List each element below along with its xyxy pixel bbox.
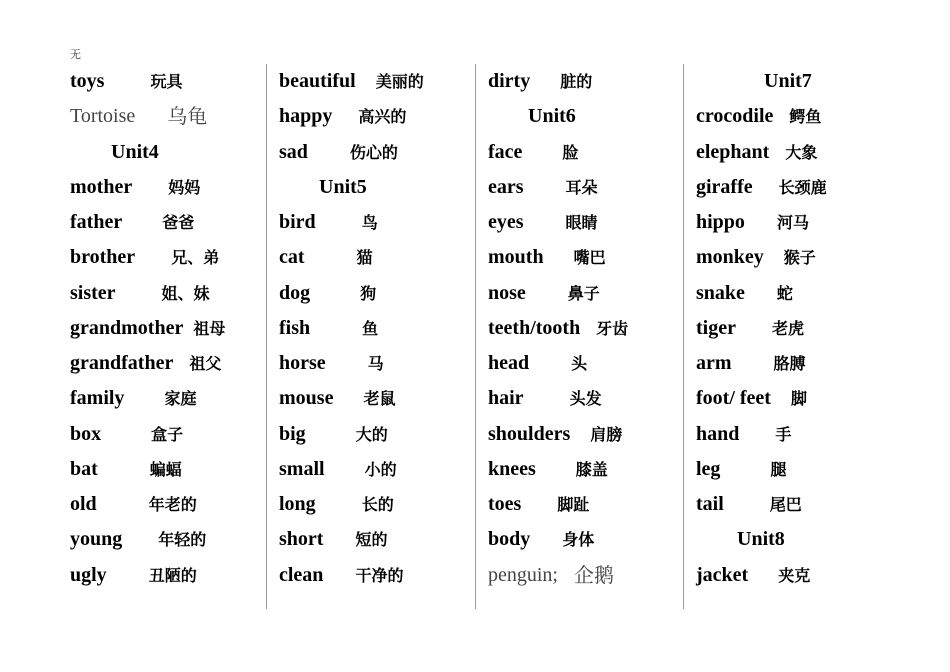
vocab-entry bbox=[70, 452, 225, 487]
chinese-translation: 牙齿 bbox=[596, 318, 629, 338]
chinese-translation: 爸爸 bbox=[162, 213, 195, 232]
vocab-entry bbox=[279, 346, 424, 381]
english-word: horse bbox=[279, 352, 326, 374]
chinese-translation: 脸 bbox=[562, 142, 579, 162]
english-word: sad bbox=[279, 140, 308, 163]
vocab-entry bbox=[279, 205, 424, 240]
english-word: shoulders bbox=[488, 422, 571, 445]
unit-heading-text: Unit5 bbox=[319, 175, 367, 198]
vocab-column-3 bbox=[488, 64, 628, 593]
vocab-entry bbox=[279, 64, 424, 99]
english-word: ugly bbox=[70, 563, 107, 586]
english-word: penguin; bbox=[488, 563, 558, 586]
english-word: snake bbox=[696, 281, 745, 304]
vocab-entry bbox=[488, 170, 628, 205]
unit-heading bbox=[696, 64, 827, 99]
chinese-translation: 美丽的 bbox=[375, 72, 424, 91]
chinese-translation: 小的 bbox=[364, 459, 397, 479]
chinese-translation: 姐、妹 bbox=[161, 283, 210, 303]
english-word: dog bbox=[279, 281, 311, 304]
english-word: leg bbox=[696, 457, 721, 480]
english-word: foot/ feet bbox=[696, 387, 771, 410]
vocab-column-2 bbox=[279, 64, 424, 593]
english-word: knees bbox=[488, 457, 536, 480]
english-word: father bbox=[70, 211, 123, 233]
vocab-entry bbox=[696, 381, 827, 416]
english-word: big bbox=[279, 422, 306, 445]
english-word: jacket bbox=[696, 563, 749, 586]
vocab-entry bbox=[488, 311, 628, 346]
vocab-entry bbox=[279, 487, 424, 522]
vocab-entry bbox=[279, 452, 424, 487]
english-word: elephant bbox=[696, 140, 770, 163]
vocab-entry bbox=[488, 452, 628, 487]
vocab-entry bbox=[70, 64, 225, 99]
english-word: cat bbox=[279, 246, 305, 269]
vocab-entry bbox=[279, 311, 424, 346]
chinese-translation: 脚趾 bbox=[557, 495, 590, 514]
vocab-entry bbox=[279, 417, 424, 452]
chinese-translation: 大的 bbox=[355, 424, 388, 444]
vocab-column-1 bbox=[70, 64, 225, 593]
unit-heading bbox=[279, 170, 424, 205]
chinese-translation: 马 bbox=[367, 354, 384, 373]
chinese-translation: 短的 bbox=[355, 530, 388, 550]
chinese-translation: 盒子 bbox=[151, 424, 184, 444]
english-word: box bbox=[70, 422, 102, 445]
vocab-entry bbox=[279, 276, 424, 311]
vocab-entry bbox=[70, 381, 225, 416]
vocab-entry bbox=[488, 417, 628, 452]
chinese-translation: 蝙蝠 bbox=[149, 459, 182, 479]
vocab-entry bbox=[70, 240, 225, 275]
vocab-entry bbox=[70, 417, 225, 452]
vocab-entry bbox=[70, 311, 225, 346]
unit-heading bbox=[70, 135, 225, 170]
english-word: fish bbox=[279, 316, 311, 339]
vocab-entry bbox=[70, 346, 225, 381]
chinese-translation: 猫 bbox=[356, 248, 373, 268]
chinese-translation: 嘴巴 bbox=[573, 248, 606, 268]
chinese-translation: 鸟 bbox=[361, 213, 378, 232]
vocab-entry bbox=[696, 276, 827, 311]
english-word: monkey bbox=[696, 246, 764, 269]
chinese-translation: 腿 bbox=[770, 459, 787, 479]
chinese-translation: 祖母 bbox=[193, 318, 226, 338]
chinese-translation: 狗 bbox=[360, 283, 377, 303]
english-word: ears bbox=[488, 175, 524, 198]
unit-heading-text: Unit6 bbox=[528, 105, 576, 128]
english-word: body bbox=[488, 528, 531, 551]
vocab-entry bbox=[488, 240, 628, 275]
vocab-entry bbox=[696, 205, 827, 240]
english-word: family bbox=[70, 387, 125, 410]
vocab-entry bbox=[696, 170, 827, 205]
vocab-entry bbox=[279, 240, 424, 275]
chinese-translation: 大象 bbox=[785, 142, 818, 162]
chinese-translation: 鳄鱼 bbox=[789, 107, 822, 127]
vocab-entry bbox=[279, 381, 424, 416]
chinese-translation: 老鼠 bbox=[363, 389, 396, 409]
english-word: bat bbox=[70, 457, 98, 480]
chinese-translation: 长的 bbox=[361, 495, 394, 514]
chinese-translation: 手 bbox=[775, 424, 792, 444]
chinese-translation: 脏的 bbox=[560, 72, 593, 91]
vocab-entry bbox=[696, 99, 827, 134]
english-word: happy bbox=[279, 105, 333, 128]
vocab-entry bbox=[488, 487, 628, 522]
english-word: crocodile bbox=[696, 105, 774, 128]
vocab-entry bbox=[279, 99, 424, 134]
chinese-translation: 兄、弟 bbox=[171, 248, 220, 268]
vocab-entry bbox=[70, 558, 225, 593]
chinese-translation: 家庭 bbox=[164, 389, 197, 409]
chinese-translation: 眼睛 bbox=[565, 213, 598, 232]
chinese-translation: 夹克 bbox=[778, 565, 811, 585]
vocab-entry bbox=[696, 452, 827, 487]
column-divider bbox=[475, 64, 476, 609]
english-word: sister bbox=[70, 281, 116, 304]
chinese-translation: 年老的 bbox=[148, 495, 197, 514]
english-word: toys bbox=[70, 70, 105, 92]
chinese-translation: 丑陋的 bbox=[148, 565, 197, 585]
chinese-translation: 耳朵 bbox=[565, 177, 598, 197]
english-word: tail bbox=[696, 493, 724, 515]
chinese-translation: 身体 bbox=[562, 530, 595, 550]
chinese-translation: 老虎 bbox=[771, 318, 804, 338]
chinese-translation: 高兴的 bbox=[358, 107, 407, 127]
vocab-entry bbox=[696, 417, 827, 452]
header-note: 无 bbox=[70, 48, 81, 61]
vocab-entry bbox=[696, 346, 827, 381]
english-word: hair bbox=[488, 387, 524, 410]
vocab-entry bbox=[70, 487, 225, 522]
chinese-translation: 头发 bbox=[569, 389, 602, 409]
english-word: hand bbox=[696, 422, 740, 445]
chinese-translation: 企鹅 bbox=[574, 562, 614, 587]
chinese-translation: 脚 bbox=[790, 389, 807, 409]
unit-heading-text: Unit4 bbox=[111, 140, 159, 163]
chinese-translation: 玩具 bbox=[150, 72, 183, 91]
chinese-translation: 头 bbox=[571, 354, 588, 373]
english-word: tiger bbox=[696, 316, 736, 339]
english-word: brother bbox=[70, 246, 136, 269]
english-word: Tortoise bbox=[70, 105, 136, 128]
vocab-entry bbox=[488, 522, 628, 557]
chinese-translation: 蛇 bbox=[776, 283, 793, 303]
chinese-translation: 尾巴 bbox=[769, 495, 802, 514]
english-word: long bbox=[279, 493, 316, 515]
english-word: toes bbox=[488, 493, 522, 515]
chinese-translation: 胳膊 bbox=[773, 354, 806, 373]
chinese-translation: 伤心的 bbox=[349, 142, 398, 162]
vocab-entry bbox=[279, 135, 424, 170]
unit-heading-text: Unit8 bbox=[737, 528, 785, 551]
vocab-entry bbox=[70, 276, 225, 311]
column-divider bbox=[266, 64, 267, 609]
english-word: dirty bbox=[488, 70, 531, 92]
column-divider bbox=[683, 64, 684, 609]
english-word: young bbox=[70, 528, 123, 551]
english-word: short bbox=[279, 528, 324, 551]
english-word: clean bbox=[279, 563, 324, 586]
vocab-entry bbox=[488, 276, 628, 311]
chinese-translation: 河马 bbox=[776, 213, 809, 232]
english-word: old bbox=[70, 493, 97, 515]
chinese-translation: 祖父 bbox=[189, 354, 222, 373]
vocab-entry bbox=[70, 522, 225, 557]
chinese-translation: 膝盖 bbox=[575, 459, 608, 479]
vocab-entry bbox=[696, 311, 827, 346]
chinese-translation: 长颈鹿 bbox=[778, 177, 827, 197]
unit-heading-text: Unit7 bbox=[764, 70, 812, 92]
english-word: face bbox=[488, 140, 523, 163]
vocab-column-4 bbox=[696, 64, 827, 593]
vocab-entry bbox=[279, 558, 424, 593]
english-word: mother bbox=[70, 175, 133, 198]
english-word: small bbox=[279, 457, 325, 480]
chinese-translation: 肩膀 bbox=[590, 424, 623, 444]
unit-heading bbox=[488, 99, 628, 134]
vocab-entry bbox=[488, 135, 628, 170]
english-word: teeth/tooth bbox=[488, 316, 581, 339]
english-word: eyes bbox=[488, 211, 524, 233]
chinese-translation: 年轻的 bbox=[158, 530, 207, 550]
chinese-translation: 乌龟 bbox=[167, 104, 208, 129]
english-word: bird bbox=[279, 211, 316, 233]
vocab-entry bbox=[70, 205, 225, 240]
chinese-translation: 鱼 bbox=[362, 318, 379, 338]
english-word: nose bbox=[488, 281, 526, 304]
vocab-entry bbox=[279, 522, 424, 557]
vocab-entry bbox=[696, 240, 827, 275]
vocab-entry bbox=[488, 558, 628, 593]
english-word: beautiful bbox=[279, 70, 356, 92]
vocab-entry bbox=[70, 99, 225, 134]
unit-heading bbox=[696, 522, 827, 557]
chinese-translation: 妈妈 bbox=[168, 177, 201, 197]
vocab-entry bbox=[696, 487, 827, 522]
vocab-entry bbox=[696, 558, 827, 593]
english-word: mouse bbox=[279, 387, 334, 410]
english-word: grandmother bbox=[70, 316, 184, 339]
english-word: head bbox=[488, 352, 530, 374]
chinese-translation: 鼻子 bbox=[567, 283, 600, 303]
vocab-entry bbox=[488, 346, 628, 381]
vocab-entry bbox=[488, 205, 628, 240]
english-word: mouth bbox=[488, 246, 544, 269]
english-word: grandfather bbox=[70, 352, 174, 374]
vocab-entry bbox=[488, 381, 628, 416]
vocab-entry bbox=[488, 64, 628, 99]
english-word: hippo bbox=[696, 211, 745, 233]
english-word: arm bbox=[696, 352, 732, 374]
chinese-translation: 猴子 bbox=[783, 248, 816, 268]
chinese-translation: 干净的 bbox=[355, 565, 404, 585]
vocab-entry bbox=[70, 170, 225, 205]
english-word: giraffe bbox=[696, 175, 753, 198]
vocab-entry bbox=[696, 135, 827, 170]
